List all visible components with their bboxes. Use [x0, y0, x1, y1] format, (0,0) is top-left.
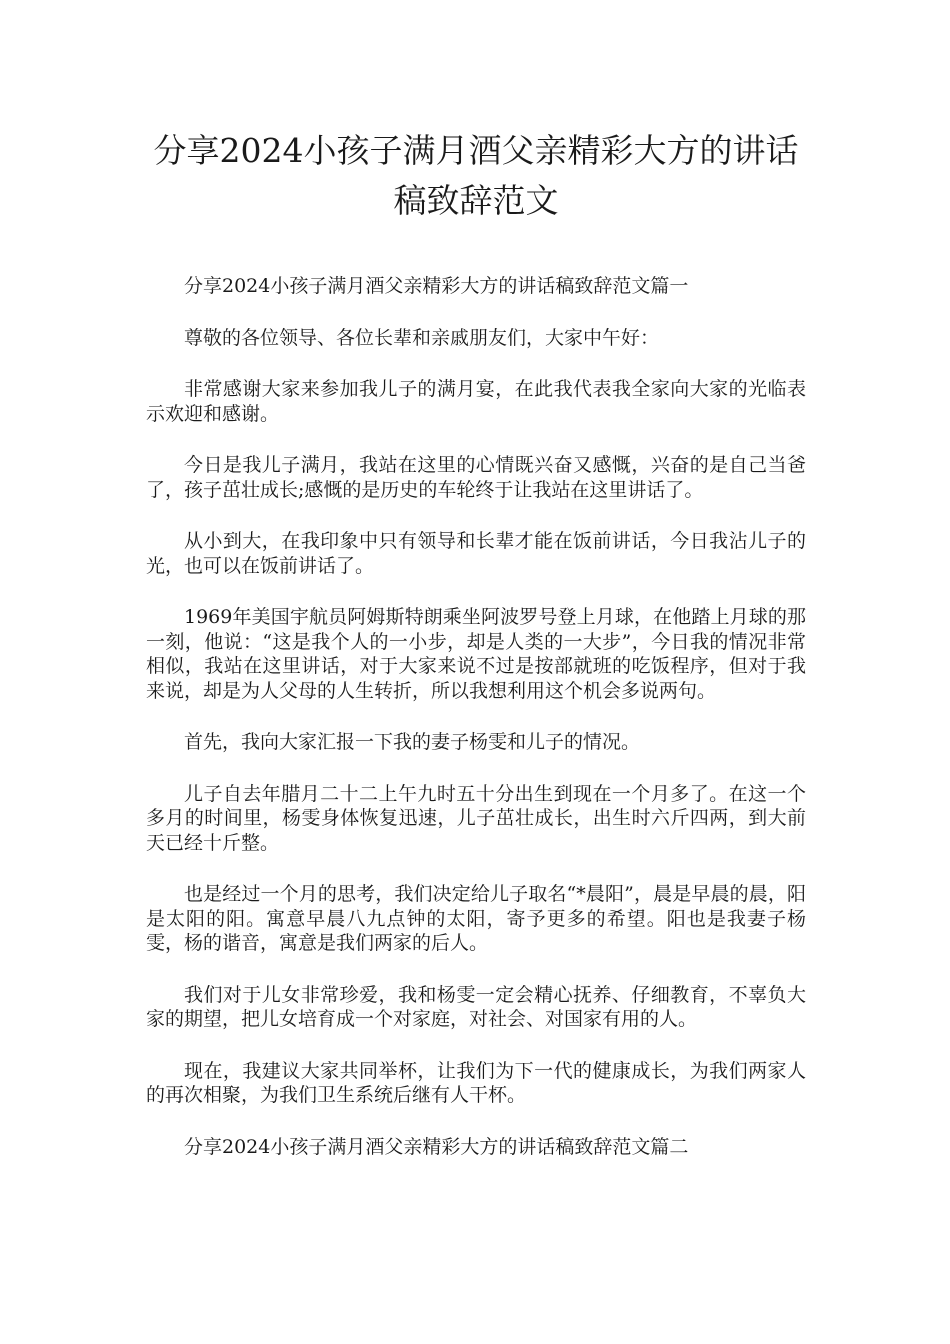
body-paragraph: 现在，我建议大家共同举杯，让我们为下一代的健康成长，为我们两家人的再次相聚，为我们卫生系统后继有人干杯。 [146, 1059, 806, 1106]
salutation-paragraph: 尊敬的各位领导、各位长辈和亲戚朋友们，大家中午好： [184, 326, 660, 349]
section-heading-1: 分享2024小孩子满月酒父亲精彩大方的讲话稿致辞范文篇一 [184, 275, 689, 297]
body-paragraph: 从小到大，在我印象中只有领导和长辈才能在饭前讲话，今日我沾儿子的光，也可以在饭前讲话了。 [146, 530, 806, 577]
section-heading-2: 分享2024小孩子满月酒父亲精彩大方的讲话稿致辞范文篇二 [184, 1135, 689, 1158]
body-paragraph: 1969年美国宇航员阿姆斯特朗乘坐阿波罗号登上月球，在他踏上月球的那一刻，他说：“这是我个人的一小步，却是人类的一大步”，今日我的情况非常相似，我站在这里讲话，对于大家来说不过是按部就班的吃饭程序，但对于我来说，却是为人父母的人生转折，所以我想利用这个机会多说两句。 [146, 606, 806, 702]
body-paragraph: 今日是我儿子满月，我站在这里的心情既兴奋又感慨，兴奋的是自己当爸了，孩子茁壮成长;感慨的是历史的车轮终于让我站在这里讲话了。 [146, 454, 806, 501]
body-paragraph: 非常感谢大家来参加我儿子的满月宴，在此我代表我全家向大家的光临表示欢迎和感谢。 [146, 378, 806, 425]
body-paragraph: 首先，我向大家汇报一下我的妻子杨雯和儿子的情况。 [184, 731, 641, 753]
body-paragraph: 儿子自去年腊月二十二上午九时五十分出生到现在一个月多了。在这一个多月的时间里，杨雯身体恢复迅速，儿子茁壮成长，出生时六斤四两，到大前天已经十斤整。 [146, 782, 806, 854]
document-title: 分享2024小孩子满月酒父亲精彩大方的讲话稿致辞范文 [153, 131, 799, 220]
document-page [146, 126, 806, 1186]
body-paragraph: 我们对于儿女非常珍爱，我和杨雯一定会精心抚养、仔细教育，不辜负大家的期望，把儿女培育成一个对家庭，对社会、对国家有用的人。 [146, 983, 806, 1030]
body-paragraph: 也是经过一个月的思考，我们决定给儿子取名“*晨阳”，晨是早晨的晨，阳是太阳的阳。寓意早晨八九点钟的太阳，寄予更多的希望。阳也是我妻子杨雯，杨的谐音，寓意是我们两家的后人。 [146, 883, 806, 954]
document-body [146, 274, 806, 1159]
